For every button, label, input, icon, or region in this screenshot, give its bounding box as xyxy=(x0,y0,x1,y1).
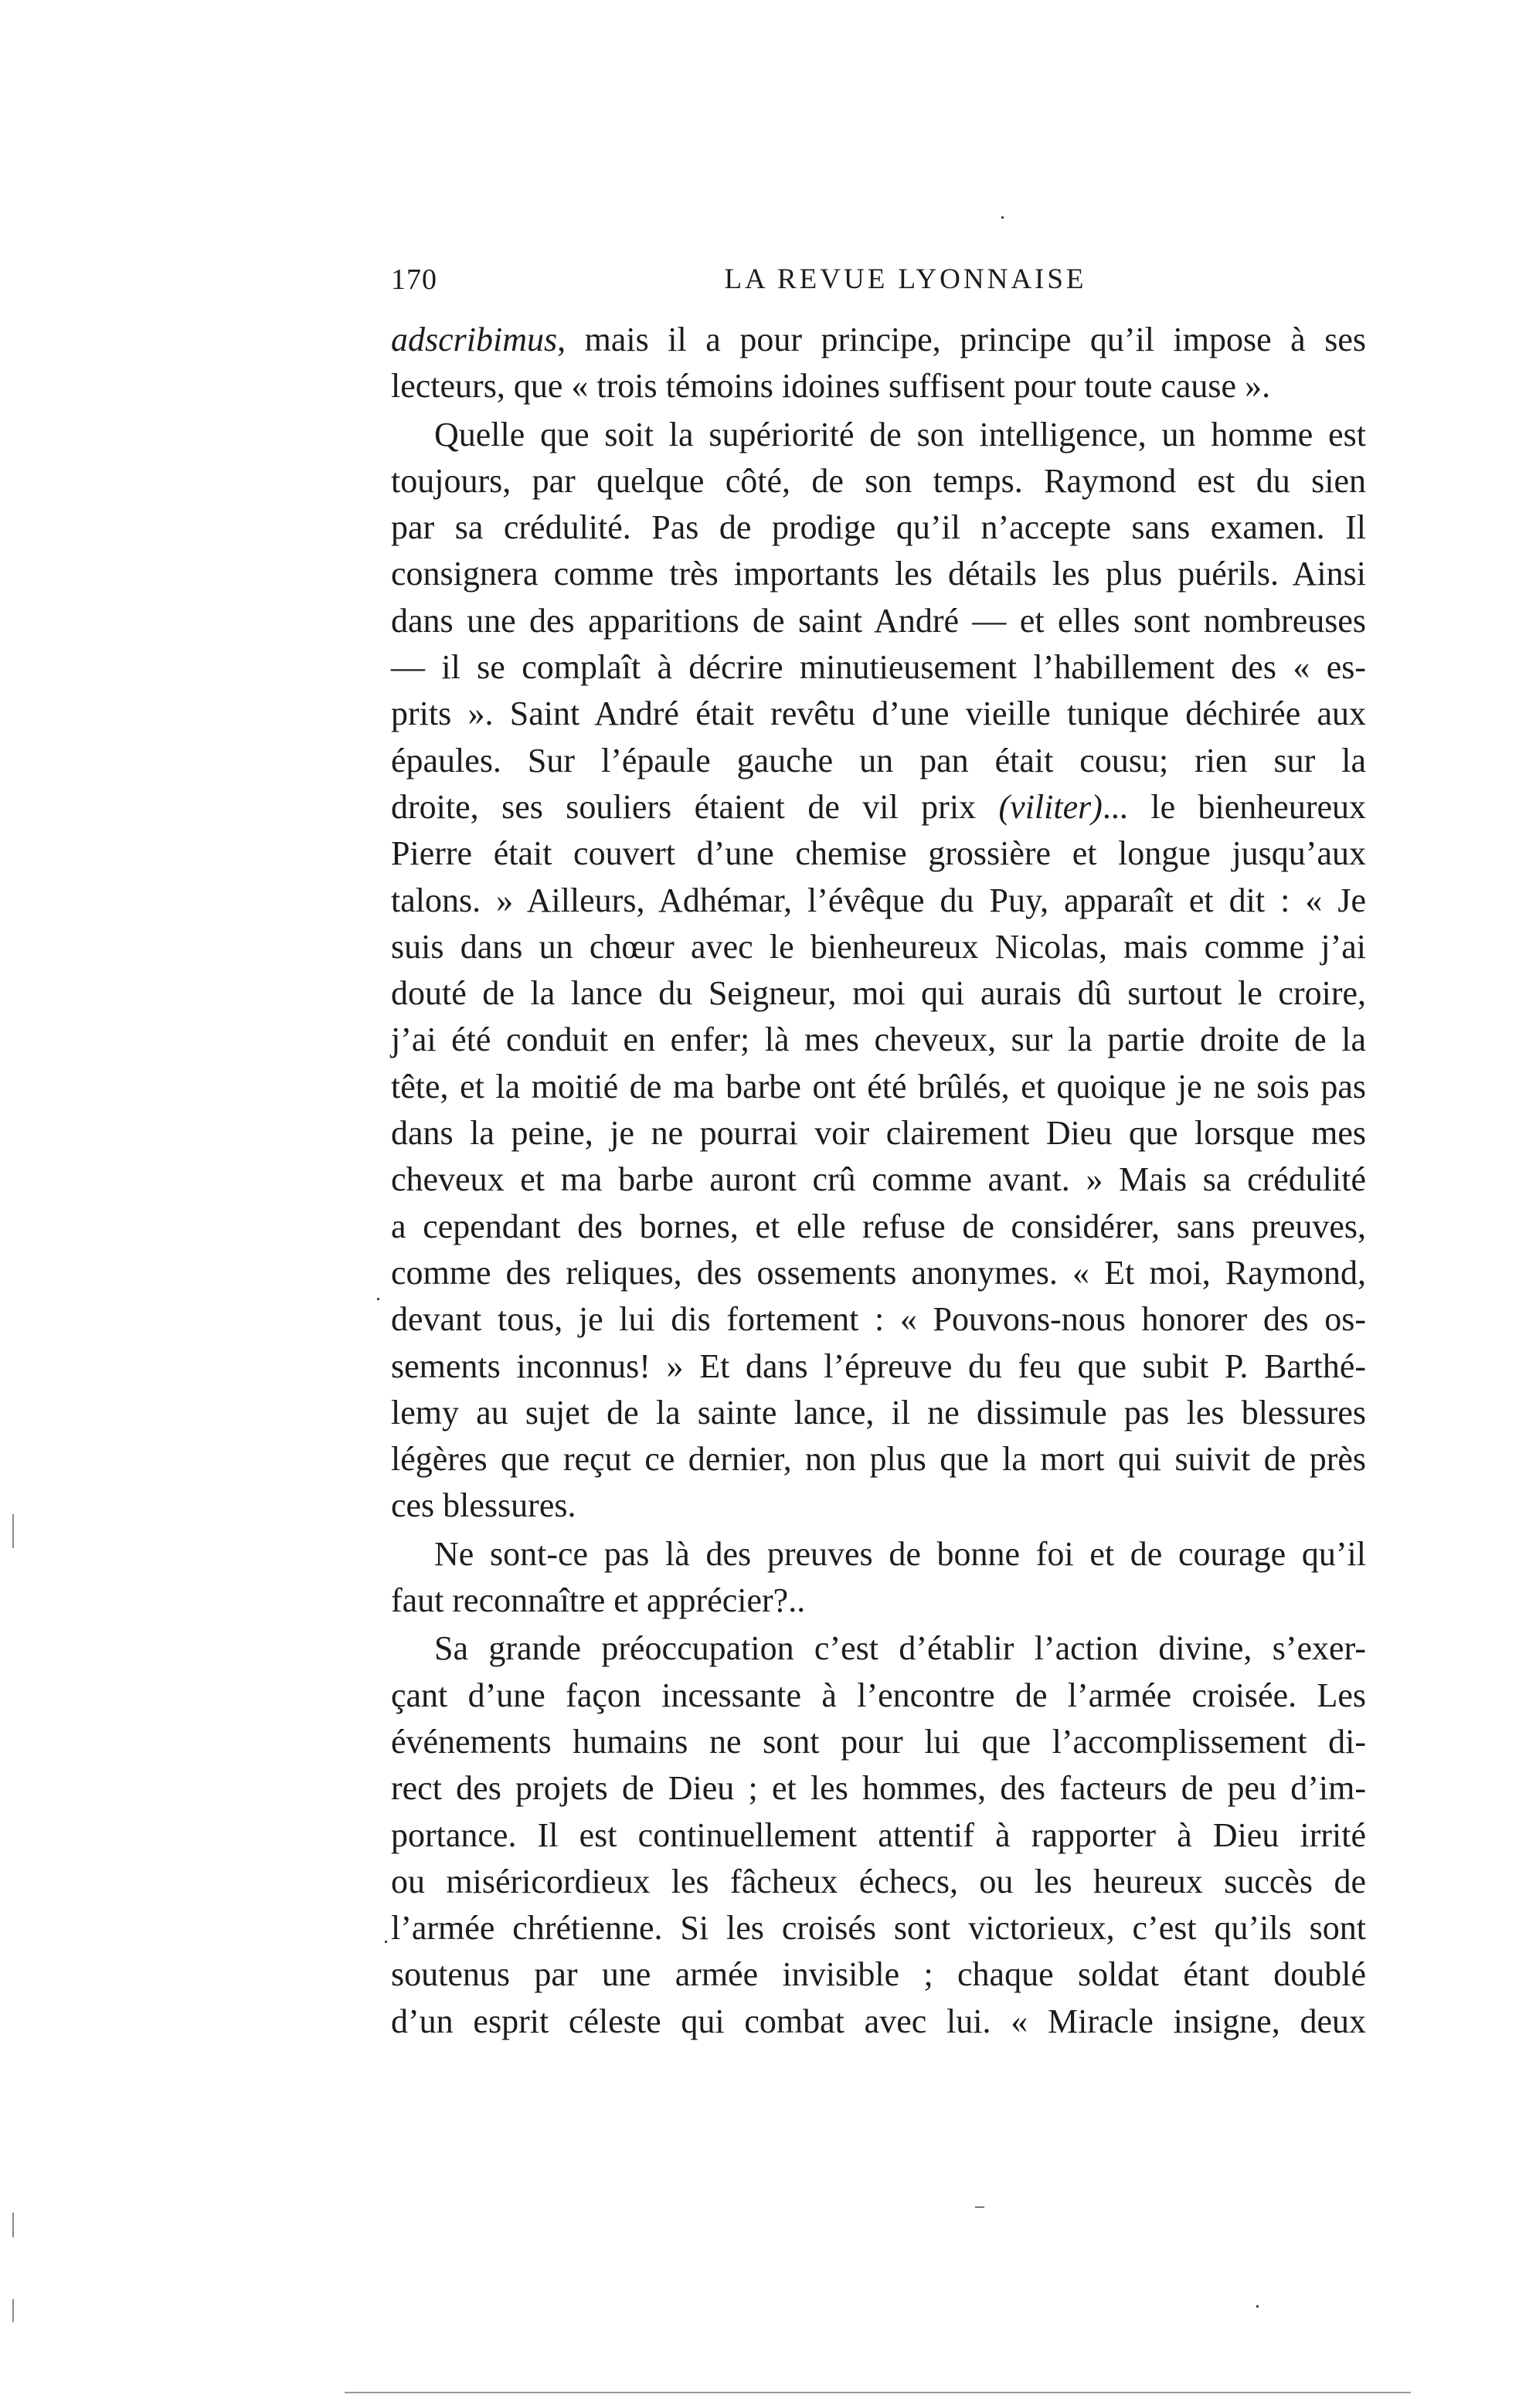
text-line: dans une des apparitions de saint André — et elles sont nombreuses xyxy=(391,601,1366,640)
text-line: soutenus par une armée invisible ; chaque soldat étant doublé xyxy=(391,1955,1366,1994)
text-line: faut reconnaître et apprécier?.. xyxy=(391,1581,806,1620)
paragraph-1 xyxy=(391,317,1366,410)
text-line: portance. Il est continuellement attentif à rapporter à Dieu irrité xyxy=(391,1815,1366,1854)
text-line: consignera comme très importants les détails les plus puérils. Ainsi xyxy=(391,555,1366,593)
paragraph-2 xyxy=(391,412,1366,1530)
text-line: l’armée chrétienne. Si les croisés sont victorieux, c’est qu’ils sont xyxy=(391,1909,1366,1948)
scan-speck xyxy=(1256,2305,1259,2308)
text-line: ces blessures. xyxy=(391,1486,576,1525)
text-line: droite, ses souliers étaient de vil prix (viliter)... le bienheureux xyxy=(391,787,1367,826)
text-line: épaules. Sur l’épaule gauche un pan était cousu; rien sur la xyxy=(391,741,1366,779)
text-line: tête, et la moitié de ma barbe ont été brûlés, et quoique je ne sois pas xyxy=(391,1067,1366,1106)
scan-speck xyxy=(385,1941,387,1943)
text-line: ou miséricordieux les fâcheux échecs, ou les heureux succès de xyxy=(391,1862,1366,1900)
text-line: cheveux et ma barbe auront crû comme avant. » Mais sa crédulité xyxy=(391,1160,1366,1199)
text-line: lemy au sujet de la sainte lance, il ne dissimule pas les blessures xyxy=(391,1393,1366,1432)
text-line: douté de la lance du Seigneur, moi qui aurais dû surtout le croire, xyxy=(391,974,1366,1013)
paragraph-4 xyxy=(391,1625,1366,2045)
body-text xyxy=(391,317,1366,2045)
text-line: Sa grande préoccupation c’est d’établir l’action divine, s’exer- xyxy=(434,1629,1366,1668)
running-head xyxy=(391,263,1366,309)
text-line: Pierre était couvert d’une chemise grossière et longue jusqu’aux xyxy=(391,834,1366,873)
scan-speck xyxy=(975,2206,984,2208)
text-line: Quelle que soit la supériorité de son intelligence, un homme est xyxy=(434,415,1366,453)
scan-edge-mark xyxy=(12,2299,14,2322)
text-line: devant tous, je lui dis fortement : « Pouvons-nous honorer des os- xyxy=(391,1300,1366,1339)
text-line: comme des reliques, des ossements anonymes. « Et moi, Raymond, xyxy=(391,1253,1366,1292)
text-line: événements humains ne sont pour lui que l’accomplissement di- xyxy=(391,1722,1366,1761)
scan-bottom-edge xyxy=(345,2392,1411,2393)
italic-word: adscribimus xyxy=(391,321,558,358)
text-line: Ne sont-ce pas là des preuves de bonne foi et de courage qu’il xyxy=(434,1534,1366,1573)
journal-title: LA REVUE LYONNAISE xyxy=(724,263,1087,295)
text-line: toujours, par quelque côté, de son temps. Raymond est du sien xyxy=(391,461,1366,500)
page-number: 170 xyxy=(391,263,437,296)
text-line: prits ». Saint André était revêtu d’une vieille tunique déchirée aux xyxy=(391,695,1366,733)
scan-edge-mark xyxy=(12,1514,14,1548)
text-line: rect des projets de Dieu ; et les hommes, des facteurs de peu d’im- xyxy=(391,1769,1366,1808)
text-line: dans la peine, je ne pourrai voir clairement Dieu que lorsque mes xyxy=(391,1114,1366,1153)
text-line: talons. » Ailleurs, Adhémar, l’évêque du Puy, apparaît et dit : « Je xyxy=(391,881,1366,919)
text-line: j’ai été conduit en enfer; là mes cheveux, sur la partie droite de la xyxy=(391,1021,1366,1059)
scan-speck xyxy=(377,1298,379,1300)
text-line: adscribimus, mais il a pour principe, principe qu’il impose à ses xyxy=(391,321,1366,358)
scan-edge-mark xyxy=(12,2213,14,2237)
text-line: suis dans un chœur avec le bienheureux Nicolas, mais comme j’ai xyxy=(391,927,1366,966)
italic-word: (viliter) xyxy=(998,787,1103,826)
paragraph-3 xyxy=(391,1531,1366,1625)
text-line: d’un esprit céleste qui combat avec lui. « Miracle insigne, deux xyxy=(391,2002,1366,2040)
scan-speck xyxy=(1001,216,1004,219)
text-line: lecteurs, que « trois témoins idoines suffisent pour toute cause ». xyxy=(391,367,1271,406)
text-line: çant d’une façon incessante à l’encontre de l’armée croisée. Les xyxy=(391,1676,1366,1714)
text-line: par sa crédulité. Pas de prodige qu’il n’accepte sans examen. Il xyxy=(391,508,1366,547)
text-line: — il se complaît à décrire minutieusement l’habillement des « es- xyxy=(391,648,1366,687)
text-line: a cependant des bornes, et elle refuse de considérer, sans preuves, xyxy=(391,1207,1366,1245)
text-line: sements inconnus! » Et dans l’épreuve du feu que subit P. Barthé- xyxy=(391,1347,1366,1385)
text-line: légères que reçut ce dernier, non plus que la mort qui suivit de près xyxy=(391,1440,1366,1479)
